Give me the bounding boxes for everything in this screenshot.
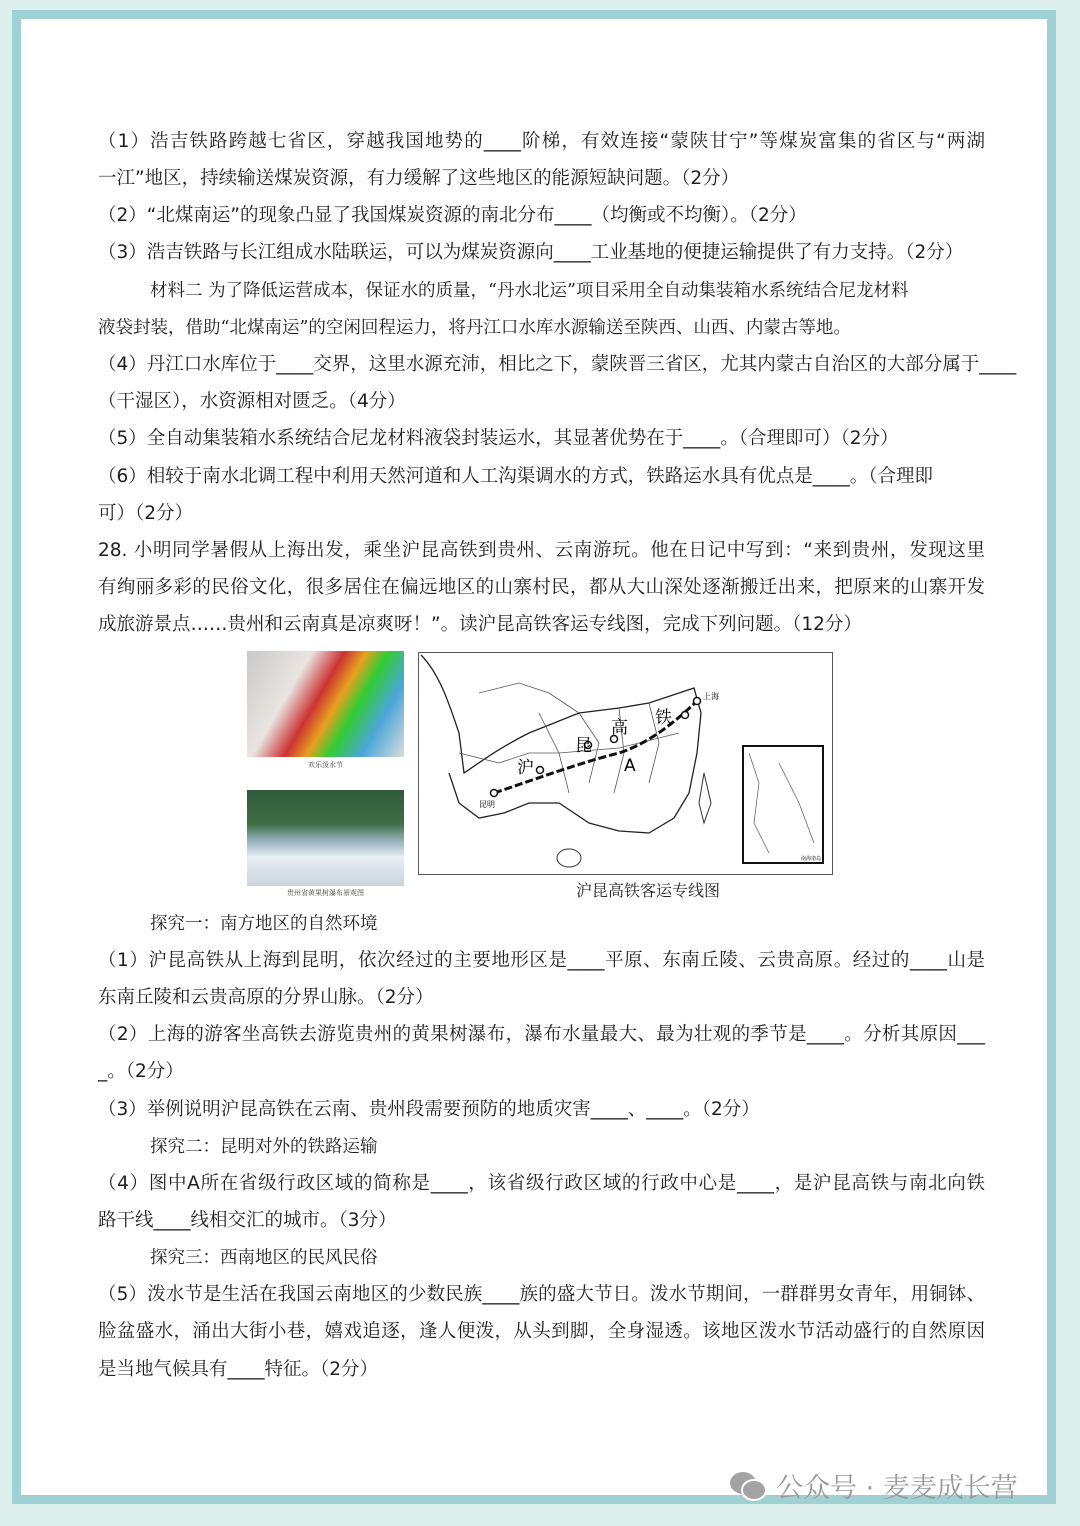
text-line: （6）相较于南水北调工程中利用天然河道和人工沟渠调水的方式，铁路运水具有优点是____。（合理即 bbox=[98, 466, 934, 487]
label-shanghai: 上海 bbox=[703, 692, 719, 701]
text-line: （4）丹江口水库位于____交界，这里水源充沛，相比之下，蒙陕晋三省区，尤其内蒙古自治区的大部分属于____ bbox=[98, 354, 1017, 375]
label-hu: 沪 bbox=[517, 758, 534, 778]
text-line: 28. 小明同学暑假从上海出发，乘坐沪昆高铁到贵州、云南游玩。他在日记中写到：“来到贵州，发现这里 bbox=[98, 540, 985, 561]
watermark-text: 公众号 · 麦麦成长营 bbox=[776, 1473, 1018, 1504]
photo1-caption: 欢乐泼水节 bbox=[308, 761, 343, 769]
text-line: _。（2分） bbox=[98, 1061, 184, 1082]
text-line: （4）图中A所在省级行政区域的简称是____，该省级行政区域的行政中心是____，是沪昆高铁与南北向铁 bbox=[98, 1173, 985, 1194]
label-kun: 昆 bbox=[575, 736, 592, 756]
text-line: 材料二 为了降低运营成本，保证水的质量，“丹水北运”项目采用全自动集装箱水系统结合尼龙材料 bbox=[150, 281, 909, 301]
text-line: （2）上海的游客坐高铁去游览贵州的黄果树瀑布，瀑布水量最大、最为壮观的季节是____。分析其原因___ bbox=[98, 1024, 985, 1045]
wechat-icon bbox=[728, 1470, 768, 1502]
text-line: （5）泼水节是生活在我国云南地区的少数民族____族的盛大节日。泼水节期间，一群群男女青年，用铜钵、 bbox=[98, 1284, 985, 1305]
watermark bbox=[728, 1466, 1018, 1505]
label-tie: 铁 bbox=[655, 708, 672, 728]
map-drawing bbox=[419, 653, 832, 874]
text-line: （1）沪昆高铁从上海到昆明，依次经过的主要地形区是____平原、东南丘陵、云贵高原。经过的____山是 bbox=[98, 950, 985, 971]
text-line: 有绚丽多彩的民俗文化，很多居住在偏远地区的山寨村民，都从大山深处逐渐搬迁出来，把原来的山寨开发 bbox=[98, 577, 985, 598]
text-line: 可）（2分） bbox=[98, 503, 194, 524]
text-line: 一江”地区，持续输送煤炭资源，有力缓解了这些地区的能源短缺问题。（2分） bbox=[98, 168, 740, 189]
text-line: （3）举例说明沪昆高铁在云南、贵州段需要预防的地质灾害____、____。（2分） bbox=[98, 1099, 760, 1120]
photo2-caption: 贵州省黄果树瀑布景观图 bbox=[287, 889, 364, 897]
label-kunming: 昆明 bbox=[479, 800, 495, 809]
text-line: 探究二：昆明对外的铁路运输 bbox=[150, 1137, 378, 1157]
text-line: （5）全自动集装箱水系统结合尼龙材料液袋封装运水，其显著优势在于____。（合理即可）（2分） bbox=[98, 428, 899, 449]
text-line: 路干线____线相交汇的城市。（3分） bbox=[98, 1210, 397, 1231]
water-festival-photo bbox=[247, 651, 404, 757]
text-line: 探究三：西南地区的民风民俗 bbox=[150, 1248, 378, 1268]
text-line: 液袋封装，借助“北煤南运”的空闲回程运力，将丹江口水库水源输送至陕西、山西、内蒙古等地。 bbox=[98, 318, 851, 338]
text-line: 成旅游景点……贵州和云南真是凉爽呀！”。读沪昆高铁客运专线图，完成下列问题。（12分） bbox=[98, 614, 862, 635]
label-inset: 南海诸岛 bbox=[801, 856, 822, 862]
text-line: 探究一：南方地区的自然环境 bbox=[150, 914, 378, 934]
label-gao: 高 bbox=[611, 718, 628, 738]
map-caption: 沪昆高铁客运专线图 bbox=[575, 881, 720, 900]
text-line: （干湿区），水资源相对匮乏。（4分） bbox=[98, 391, 406, 412]
waterfall-photo bbox=[247, 790, 404, 886]
text-line: 是当地气候具有____特征。（2分） bbox=[98, 1359, 379, 1380]
text-line: （3）浩吉铁路与长江组成水陆联运，可以为煤炭资源向____工业基地的便捷运输提供了有力支持。（2分） bbox=[98, 242, 964, 263]
text-line: 东南丘陵和云贵高原的分界山脉。（2分） bbox=[98, 987, 434, 1008]
text-line: 脸盆盛水，涌出大街小巷，嬉戏追逐，逢人便泼，从头到脚，全身湿透。该地区泼水节活动盛行的自然原因 bbox=[98, 1321, 985, 1342]
text-line: （2）“北煤南运”的现象凸显了我国煤炭资源的南北分布____（均衡或不均衡）。（2分） bbox=[98, 205, 807, 226]
railway-map bbox=[418, 652, 833, 875]
label-a: A bbox=[624, 756, 636, 776]
text-line: （1）浩吉铁路跨越七省区，穿越我国地势的____阶梯，有效连接“蒙陕甘宁”等煤炭富集的省区与“两湖 bbox=[98, 131, 985, 152]
